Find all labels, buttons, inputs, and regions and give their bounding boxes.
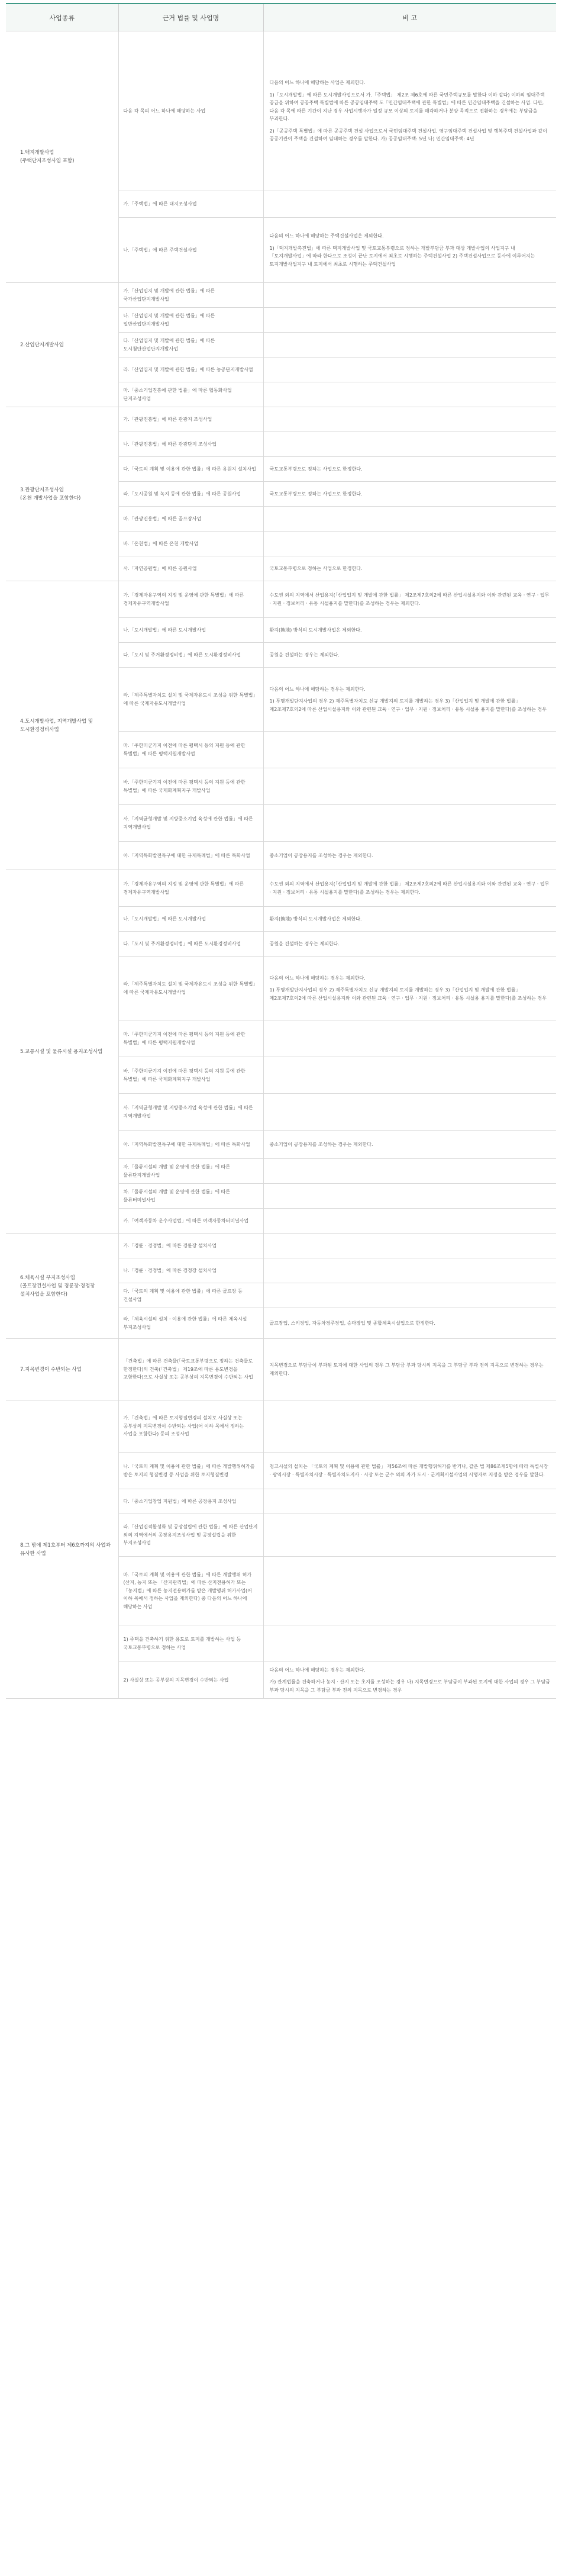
law-project-cell: 라.「체육시설의 설치 · 이용에 관한 법률」에 따른 체육시설 부지조성사업	[118, 1308, 263, 1339]
remarks-text: 환지(換地) 방식의 도시개발사업은 제외한다.	[269, 627, 362, 633]
remarks-text: 국토교통부령으로 정하는 사업으로 한정한다.	[269, 466, 363, 472]
remarks-text: 1)「도시개발법」에 따른 도시개발사업으로서 가.「주택법」 제2조 제6호에 따른 국민주택규모를 말한다 이하 같다) 이하의 임대주택 공급을 위하여 공공주택 특별법에 따른 공공임대주택 도「민간임대주택에 관한 특별법」에 따른 민간임대주택을 건설하는 사업. 다만, 다음 각 목에 따른 기간이 지난 경우 사업시행자가 일정 규모 이상의 토지를 매각하거나 분양 목적으로 전환하는 경우에는 부담금을 부과한다.	[269, 92, 545, 122]
table-row	[6, 1234, 556, 1258]
law-project-cell: 가.「경제자유구역의 지정 및 운영에 관한 특별법」에 따른 경제자유구역개발사업	[118, 581, 263, 618]
law-project-cell: 가.「주택법」에 따른 대지조성사업	[118, 191, 263, 218]
remarks-text: 다음의 어느 하나에 해당하는 경우는 제외한다.	[269, 1667, 366, 1673]
law-project-cell: 나.「주택법」에 따른 주택건설사업	[118, 218, 263, 283]
law-project-cell: 사.「자연공원법」에 따른 공원사업	[118, 556, 263, 581]
remarks-cell	[263, 668, 556, 732]
remarks-cell	[263, 805, 556, 842]
law-project-cell: 「건축법」에 따른 건축물(「국토교통부령으로 정하는 건축물로 한정한다)의 건축(「건축법」 제19조에 따른 용도변경을 포함한다)으로 사실상 또는 공부상의 지목변경이 수반되는 사업	[118, 1339, 263, 1400]
law-project-cell: 다.「중소기업창업 지원법」에 따른 공장용지 조성사업	[118, 1489, 263, 1514]
business-type-cell	[6, 407, 118, 581]
business-type-cell	[6, 1339, 118, 1400]
law-project-cell: 가.「경제자유구역의 지정 및 운영에 관한 특별법」에 따른 경제자유구역개발사업	[118, 870, 263, 907]
law-project-cell: 나.「국토의 계획 및 이용에 관한 법률」에 따른 개발행위허가를 받은 토지의 형질변경 등 사업을 위한 토지형질변경	[118, 1453, 263, 1489]
remarks-cell	[263, 1234, 556, 1258]
remarks-cell	[263, 1339, 556, 1400]
remarks-text: 청고시설의 설치는 「국토의 계획 및 이용에 관한 법률」 제56조에 따른 개발행위허가를 받거나, 같은 법 제86조제5항에 따라 특별시장 · 광역시장 · 특별자치시장 · 특별자치도지사 · 시장 또는 군수 외의 자가 도시 · 군계획시설사업의 시행자로 지정을 받은 경우를 말한다.	[269, 1464, 548, 1477]
remarks-cell	[263, 382, 556, 407]
remarks-cell	[263, 1662, 556, 1699]
remarks-text: 환지(換地) 방식의 도시개발사업은 제외한다.	[269, 916, 362, 922]
law-project-cell: 다.「국토의 계획 및 이용에 관한 법률」에 따른 유원지 설치사업	[118, 457, 263, 482]
remarks-cell	[263, 1057, 556, 1094]
table-row	[6, 1339, 556, 1400]
remarks-cell	[263, 932, 556, 957]
remarks-cell	[263, 218, 556, 283]
table-row	[6, 581, 556, 618]
remarks-cell	[263, 358, 556, 382]
remarks-cell	[263, 532, 556, 556]
remarks-cell	[263, 1489, 556, 1514]
remarks-cell	[263, 1159, 556, 1184]
remarks-text: 다음의 어느 하나에 해당하는 사업은 제외한다.	[269, 80, 366, 86]
content-area	[6, 3, 556, 1699]
remarks-cell	[263, 1020, 556, 1057]
remarks-text: 수도권 외의 지역에서 산업용지(「산업입지 및 개발에 관한 법률」 제2조제7호의2에 따른 산업시설용지와 이와 관련된 교육 · 연구 · 업무 · 지원 · 정보처리 · 유통 시설용지를 말한다)를 조성하는 경우는 제외한다.	[269, 593, 550, 606]
law-project-cell: 아.「지역특화발전특구에 대한 규제특례법」에 따른 특화사업	[118, 842, 263, 870]
remarks-cell	[263, 308, 556, 333]
business-type-cell	[6, 1234, 118, 1339]
law-project-cell: 나.「도시개발법」에 따른 도시개발사업	[118, 907, 263, 932]
remarks-cell	[263, 1258, 556, 1283]
remarks-text: 1) 투명개발단지사업의 경우 2) 제주특별자치도 신규 개발지의 토지를 개발하는 경우 3)「산업입지 및 개발에 관한 법률」 제2조제7호의2에 따른 산업시설용지와 이와 관련된 교육 · 연구 · 업무 · 지원 · 정보처리 · 유통 시설용 용지를 말한다)를 조성하는 경우	[269, 987, 547, 1001]
remarks-cell	[263, 191, 556, 218]
business-type-text: 3.관광단지조성사업	[20, 487, 64, 493]
remarks-text: 공원을 건설하는 경우는 제외한다.	[269, 941, 340, 946]
remarks-text: 다음의 어느 하나에 해당하는 경우는 제외한다.	[269, 975, 366, 981]
law-project-cell: 나.「산업입지 및 개발에 관한 법률」에 따른 일반산업단지개발사업	[118, 308, 263, 333]
remarks-text: 1)「택지개발촉진법」에 따른 택지개발사업 및 국토교통부령으로 정하는 개발부담금 부과 대상 개발사업의 사업지구 내 「토지개발사업」에 따라 한다으로 조성이 끝난 토지에서 최초로 시행하는 주택건설사업 2) 주택건설사업으로 등사에 이루어지는 토지개발사업지구 내 토지에서 최초로 시행하는 주택건설사업	[269, 245, 535, 267]
law-project-cell: 다.「도시 및 주거환경정비법」에 따른 도시환경정비사업	[118, 643, 263, 668]
law-project-cell: 가.「관광진흥법」에 따른 관광지 조성사업	[118, 407, 263, 432]
law-project-cell: 다.「산업입지 및 개발에 관한 법률」에 따른 도시첨단산업단지개발사업	[118, 333, 263, 358]
law-project-cell: 다.「국토의 계획 및 이용에 관한 법률」에 따른 골프장 등 건설사업	[118, 1283, 263, 1308]
remarks-cell	[263, 1209, 556, 1234]
remarks-text: 1) 투명개발단지사업의 경우 2) 제주특별자치도 신규 개발지의 토지를 개발하는 경우 3)「산업입지 및 개발에 관한 법률」 제2조제7호의2에 따른 산업시설용지와 이와 관련된 교육 · 연구 · 업무 · 지원 · 정보처리 · 유통 시설용 용지를 말한다)를 조성하는 경우	[269, 698, 547, 712]
business-type-cell	[6, 31, 118, 283]
law-project-cell: 2) 사실상 또는 공부상의 지목변경이 수반되는 사업	[118, 1662, 263, 1699]
law-project-cell: 바.「주한미군기지 이전에 따른 평택시 등의 지원 등에 관한 특별법」에 따른 국제화계획지구 개발사업	[118, 768, 263, 805]
law-project-cell: 차.「물류시설의 개발 및 운영에 관한 법률」에 따른 물류터미널사업	[118, 1184, 263, 1209]
law-project-cell: 라.「제주특별자치도 설치 및 국제자유도시 조성을 위한 특별법」에 따른 국제자유도시개발사업	[118, 668, 263, 732]
law-project-cell: 라.「제주특별자치도 설치 및 국제자유도시 조성을 위한 특별법」에 따른 국제자유도시개발사업	[118, 957, 263, 1020]
business-type-text: 6.체육시설 부지조성사업	[20, 1274, 75, 1281]
remarks-cell	[263, 1283, 556, 1308]
remarks-cell	[263, 457, 556, 482]
law-project-cell: 라.「산업집적활성화 및 공장설립에 관한 법률」에 따른 산업단지 외의 지역에서의 공장용지조성사업 및 공장설립을 위한 부지조성사업	[118, 1514, 263, 1557]
business-type-cell	[6, 581, 118, 870]
law-project-cell: 마.「주한미군기지 이전에 따른 평택시 등의 지원 등에 관한 특별법」에 따른 평택지원개발사업	[118, 1020, 263, 1057]
business-type-text: 1.택지개발사업	[20, 150, 54, 156]
business-type-cell	[6, 870, 118, 1234]
law-project-cell: 사.「지역균형개발 및 지방중소기업 육성에 관한 법률」에 따른 지역개발사업	[118, 805, 263, 842]
law-project-cell: 라.「산업입지 및 개발에 관한 법률」에 따른 농공단지개발사업	[118, 358, 263, 382]
law-project-cell: 사.「지역균형개발 및 지방중소기업 육성에 관한 법률」에 따른 지역개발사업	[118, 1094, 263, 1131]
law-project-cell: 라.「도시공원 및 녹지 등에 관한 법률」에 따른 공원사업	[118, 482, 263, 507]
law-project-cell: 바.「온천법」에 따른 온천 개발사업	[118, 532, 263, 556]
business-type-cell	[6, 283, 118, 407]
remarks-cell	[263, 842, 556, 870]
header-law-and-project: 근거 법률 및 사업명	[118, 4, 263, 31]
law-project-cell: 마.「국토의 계획 및 이용에 관한 법률」에 따른 개발행위 허가(산지, 농지 또는 「산지관리법」에 따른 산지전용허가 또는 「농지법」에 따른 농지전용허가를 받은 개발행위 허가사업(어 이하 목에서 정하는 사업을 제외한다) 중 다음의 어느 하나에 해당하는 사업	[118, 1557, 263, 1625]
law-project-cell: 아.「지역특화발전특구에 대한 규제특례법」에 따른 특화사업	[118, 1131, 263, 1159]
remarks-text: 지목변경으로 부담금이 부과된 토지에 대한 사업의 경우 그 부담금 부과 당시의 지목을 그 부담금 부과 전의 지목으로 변경하는 경우는 제외한다.	[269, 1363, 544, 1376]
remarks-cell	[263, 870, 556, 907]
remarks-cell	[263, 1453, 556, 1489]
law-project-cell: 마.「주한미군기지 이전에 따른 평택시 등의 지원 등에 관한 특별법」에 따른 평택지원개발사업	[118, 732, 263, 768]
remarks-cell	[263, 283, 556, 308]
law-project-cell: 다.「도시 및 주거환경정비법」에 따른 도시환경정비사업	[118, 932, 263, 957]
business-type-cell	[6, 1400, 118, 1699]
remarks-text: 중소기업이 공장용지를 조성하는 경우는 제외한다.	[269, 1141, 373, 1147]
table-row	[6, 1400, 556, 1453]
remarks-cell	[263, 1094, 556, 1131]
law-project-cell: 바.「주한미군기지 이전에 따른 평택시 등의 지원 등에 관한 특별법」에 따른 국제화계획지구 개발사업	[118, 1057, 263, 1094]
remarks-text: 중소기업이 공장용지를 조성하는 경우는 제외한다.	[269, 852, 373, 858]
remarks-cell	[263, 907, 556, 932]
header-business-type: 사업종류	[6, 4, 118, 31]
remarks-cell	[263, 1557, 556, 1625]
table-row	[6, 31, 556, 191]
law-project-cell: 자.「물류시설의 개발 및 운영에 관한 법률」에 따른 물류단지개발사업	[118, 1159, 263, 1184]
business-type-text: (골프장건설사업 및 경륜장·경정장 설치사업을 포함한다)	[20, 1283, 95, 1297]
law-project-cell: 마.「관광진흥법」에 따른 골프장사업	[118, 507, 263, 532]
business-type-text: 7.지목변경이 수반되는 사업	[20, 1366, 82, 1373]
header-remarks: 비 고	[263, 4, 556, 31]
law-project-cell: 가.「산업입지 및 개발에 관한 법률」에 따른 국가산업단지개발사업	[118, 283, 263, 308]
remarks-text: 가) 관계법률을 건축하거나 농지 · 산지 또는 초지를 조성하는 경우 나) 지목변경으로 부담금이 부과된 토지에 대한 사업의 경우 그 부담금 부과 당시의 지목을 그 부담금 부과 전의 지목으로 변경하는 경우	[269, 1679, 550, 1693]
remarks-text: 국토교통부령으로 정하는 사업으로 한정한다.	[269, 565, 363, 571]
remarks-cell	[263, 957, 556, 1020]
business-type-text: (주택단지조성사업 포함)	[20, 158, 75, 164]
business-type-text: 5.교통시설 및 물류시설 용지조성사업	[20, 1048, 103, 1055]
remarks-cell	[263, 618, 556, 643]
table-row	[6, 407, 556, 432]
remarks-cell	[263, 1400, 556, 1453]
remarks-cell	[263, 507, 556, 532]
remarks-text: 다음의 어느 하나에 해당하는 주택건설사업은 제외한다.	[269, 233, 384, 239]
business-type-text: 8.그 밖에 제1호부터 제6호까지의 사업과 유사한 사업	[20, 1542, 111, 1557]
remarks-cell	[263, 1184, 556, 1209]
law-project-cell: 카.「여객자동차 운수사업법」에 따른 여객자동차터미널사업	[118, 1209, 263, 1234]
remarks-cell	[263, 31, 556, 191]
remarks-cell	[263, 432, 556, 457]
remarks-cell	[263, 333, 556, 358]
remarks-cell	[263, 1625, 556, 1662]
table-header	[6, 4, 556, 31]
remarks-text: 국토교통부령으로 정하는 사업으로 한정한다.	[269, 491, 363, 497]
remarks-cell	[263, 1308, 556, 1339]
law-project-cell: 나.「도시개발법」에 따른 도시개발사업	[118, 618, 263, 643]
remarks-cell	[263, 581, 556, 618]
law-project-cell: 나.「관광진흥법」에 따른 관광단지 조성사업	[118, 432, 263, 457]
remarks-text: 골프장업, 스키장업, 자동차경주장업, 승마장업 및 종합체육시설업으로 한정한다.	[269, 1320, 435, 1326]
remarks-cell	[263, 1514, 556, 1557]
remarks-cell	[263, 556, 556, 581]
remarks-cell	[263, 643, 556, 668]
law-project-cell: 1) 주택을 건축하기 위한 용도로 토지를 개발하는 사업 등 국토교통부령으로 정하는 사업	[118, 1625, 263, 1662]
remarks-text: 수도권 외의 지역에서 산업용지(「산업입지 및 개발에 관한 법률」 제2조제7호의2에 따른 산업시설용지와 이와 관련된 교육 · 연구 · 업무 · 지원 · 정보처리 · 유통 시설용지를 말한다)를 조성하는 경우는 제외한다.	[269, 881, 550, 895]
remarks-cell	[263, 732, 556, 768]
remarks-cell	[263, 407, 556, 432]
remarks-text: 공원을 건설하는 경우는 제외한다.	[269, 652, 340, 658]
law-project-cell: 나.「경륜 · 경정법」에 따른 경정장 설치사업	[118, 1258, 263, 1283]
remarks-text: 다음의 어느 하나에 해당하는 경우는 제외한다.	[269, 686, 366, 692]
business-type-text: 2.산업단지개발사업	[20, 342, 64, 348]
table-row	[6, 283, 556, 308]
law-project-cell: 마.「중소기업진흥에 관한 법률」에 따른 협동화사업 단지조성사업	[118, 382, 263, 407]
remarks-cell	[263, 1131, 556, 1159]
remarks-text: 2)「공공주택 특별법」에 따른 공공주택 건설 사업으로서 국민임대주택 건설사업, 영구임대주택 건설사업 및 행복주택 건설사업과 같이 공공기관이 주택을 건설하여 임대하는 경우를 말한다. 가) 공공임대주택: 5년 나) 민간임대주택: 4년	[269, 128, 547, 142]
table-body	[6, 31, 556, 1699]
law-project-cell: 가.「건축법」에 따른 토지형질변경의 설치로 사실상 또는 공부상의 지목변경이 수반되는 사업(어 이하 목에서 정하는 사업을 포함한다) 등의 조성사업	[118, 1400, 263, 1453]
business-type-text: 4.도시개발사업, 지역개발사업 및 도시환경정비사업	[20, 718, 93, 733]
business-type-text: (온천 개발사업을 포함한다)	[20, 495, 81, 501]
development-charge-table	[6, 3, 556, 1699]
table-row	[6, 870, 556, 907]
law-project-cell: 가.「경륜 · 경정법」에 따른 경륜장 설치사업	[118, 1234, 263, 1258]
remarks-cell	[263, 768, 556, 805]
law-project-cell: 다음 각 목의 어느 하나에 해당하는 사업	[118, 31, 263, 191]
remarks-cell	[263, 482, 556, 507]
